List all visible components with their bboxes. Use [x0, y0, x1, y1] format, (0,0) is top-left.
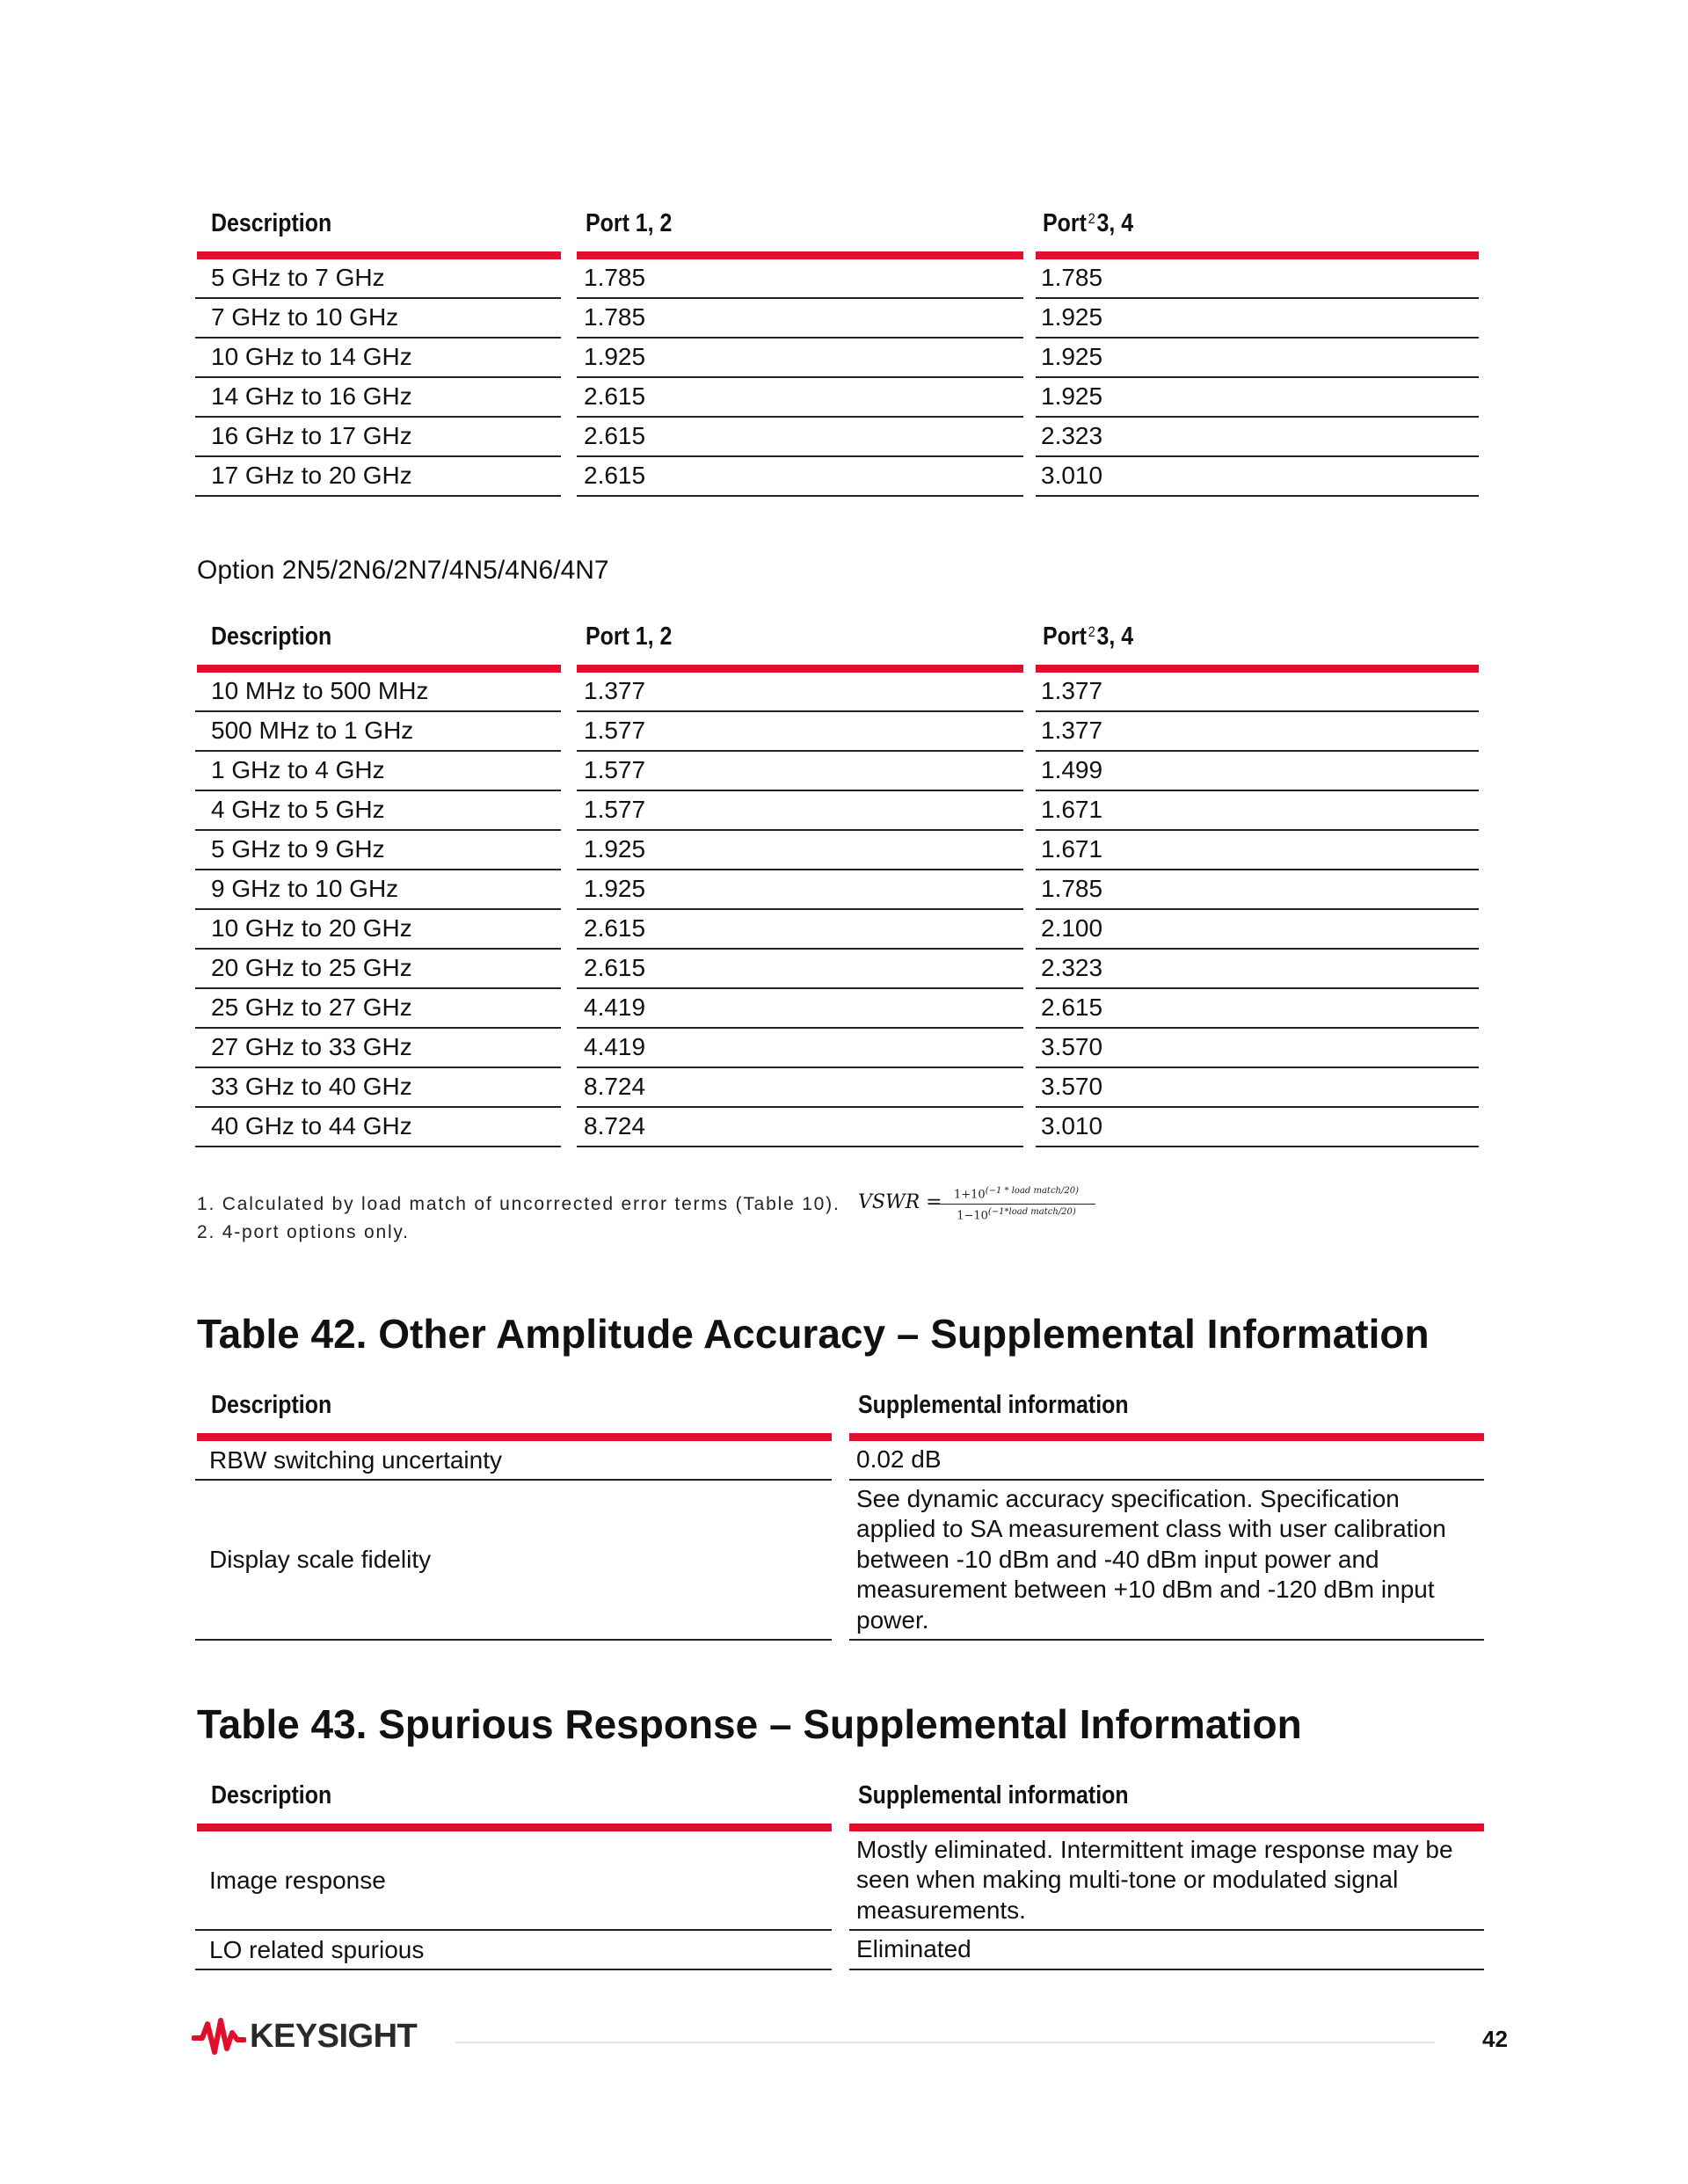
table-row — [195, 457, 1479, 497]
footnote-1: 1. Calculated by load match of uncorrected error terms (Table 10). — [197, 1194, 840, 1214]
cell-info: Eliminated — [856, 1935, 971, 1963]
cell-info: Mostly eliminated. Intermittent image response may be seen when making multi-tone or modulated signal measurements. — [856, 1835, 1453, 1924]
table-row — [195, 1108, 1479, 1147]
cell-description: 17 GHz to 20 GHz — [211, 462, 412, 489]
keysight-logo — [192, 2017, 417, 2056]
table-42-title: Table 42. Other Amplitude Accuracy – Supplemental Information — [197, 1311, 1430, 1357]
cell-port-3-4: 1.499 — [1041, 756, 1103, 783]
cell-port-3-4: 1.785 — [1041, 264, 1103, 291]
table-43-title: Table 43. Spurious Response – Supplemental Information — [197, 1701, 1302, 1747]
cell-description: 10 GHz to 20 GHz — [211, 914, 412, 942]
cell-description: 10 GHz to 14 GHz — [211, 343, 412, 370]
cell-description: 25 GHz to 27 GHz — [211, 994, 412, 1021]
header-accent-bars — [195, 665, 1479, 673]
table-row — [195, 910, 1479, 950]
cell-port-1-2: 1.925 — [584, 835, 646, 863]
table-row — [195, 1931, 1484, 1970]
cell-description: 1 GHz to 4 GHz — [211, 756, 385, 783]
cell-port-1-2: 8.724 — [584, 1073, 646, 1100]
cell-port-1-2: 1.577 — [584, 756, 646, 783]
formula-numerator: $1+10^{(-1 * load match/20)}$ — [937, 1186, 1095, 1205]
option-label: Option 2N5/2N6/2N7/4N5/4N6/4N7 — [197, 556, 609, 585]
cell-description: 4 GHz to 5 GHz — [211, 796, 385, 823]
header-supplemental-info: Supplemental information — [858, 1391, 1129, 1419]
cell-description: 5 GHz to 9 GHz — [211, 835, 385, 863]
cell-info: 0.02 dB — [856, 1445, 942, 1474]
cell-port-1-2: 1.785 — [584, 303, 646, 331]
cell-port-1-2: 1.785 — [584, 264, 646, 291]
table-row — [195, 752, 1479, 791]
keysight-wave-icon — [192, 2017, 246, 2056]
cell-description: 500 MHz to 1 GHz — [211, 717, 414, 744]
cell-port-3-4: 2.615 — [1041, 994, 1103, 1021]
vswr-formula-lhs: VSWR = — [858, 1191, 942, 1213]
cell-port-3-4: 3.570 — [1041, 1073, 1103, 1100]
vswr-table-option — [195, 612, 1479, 1147]
table-row — [195, 870, 1479, 910]
cell-description: 16 GHz to 17 GHz — [211, 422, 412, 449]
table-row — [195, 989, 1479, 1029]
header-accent-bars — [195, 1824, 1484, 1831]
table-row — [195, 673, 1479, 712]
cell-port-3-4: 1.377 — [1041, 717, 1103, 744]
cell-description: 5 GHz to 7 GHz — [211, 264, 385, 291]
table-row — [195, 791, 1479, 831]
cell-port-3-4: 1.377 — [1041, 677, 1103, 704]
formula-denominator: $1-10^{(-1*load match/20)}$ — [957, 1207, 1076, 1223]
cell-port-1-2: 2.615 — [584, 422, 646, 449]
cell-description: LO related spurious — [209, 1935, 425, 1963]
header-accent-bars — [195, 1433, 1484, 1441]
table-row — [195, 712, 1479, 752]
header-port-1-2: Port 1, 2 — [586, 209, 673, 237]
header-description: Description — [211, 209, 332, 237]
table-row — [195, 1831, 1484, 1931]
cell-description: 20 GHz to 25 GHz — [211, 954, 412, 981]
table-row — [195, 299, 1479, 339]
cell-port-3-4: 3.010 — [1041, 462, 1103, 489]
table-row — [195, 259, 1479, 299]
cell-port-1-2: 2.615 — [584, 954, 646, 981]
cell-description: 10 MHz to 500 MHz — [211, 677, 429, 704]
table-42 — [195, 1380, 1484, 1641]
header-supplemental-info: Supplemental information — [858, 1781, 1129, 1809]
cell-port-3-4: 3.010 — [1041, 1112, 1103, 1139]
cell-port-1-2: 1.925 — [584, 875, 646, 902]
header-port-1-2: Port 1, 2 — [586, 622, 673, 651]
cell-port-3-4: 1.925 — [1041, 343, 1103, 370]
table-row — [195, 1481, 1484, 1641]
header-description: Description — [211, 1391, 332, 1419]
cell-port-1-2: 2.615 — [584, 914, 646, 942]
table-row — [195, 418, 1479, 457]
cell-port-1-2: 1.577 — [584, 717, 646, 744]
cell-port-3-4: 2.323 — [1041, 422, 1103, 449]
vswr-table-continued — [195, 199, 1479, 497]
cell-port-3-4: 1.671 — [1041, 835, 1103, 863]
table-row — [195, 1029, 1479, 1068]
cell-description: 33 GHz to 40 GHz — [211, 1073, 412, 1100]
cell-description: 7 GHz to 10 GHz — [211, 303, 399, 331]
header-description: Description — [211, 622, 332, 651]
cell-description: 14 GHz to 16 GHz — [211, 382, 412, 410]
cell-port-3-4: 2.323 — [1041, 954, 1103, 981]
header-description: Description — [211, 1781, 332, 1809]
cell-port-3-4: 1.925 — [1041, 382, 1103, 410]
brand-name: KEYSIGHT — [250, 2017, 418, 2055]
cell-port-1-2: 1.577 — [584, 796, 646, 823]
footer-divider — [455, 2042, 1435, 2043]
cell-port-3-4: 1.925 — [1041, 303, 1103, 331]
cell-port-3-4: 1.671 — [1041, 796, 1103, 823]
table-row — [195, 339, 1479, 378]
table-row — [195, 831, 1479, 870]
table-header — [195, 1380, 1484, 1433]
table-row — [195, 950, 1479, 989]
cell-port-3-4: 3.570 — [1041, 1033, 1103, 1060]
cell-port-1-2: 4.419 — [584, 1033, 646, 1060]
cell-description: Image response — [209, 1866, 386, 1894]
table-row — [195, 1068, 1479, 1108]
cell-port-1-2: 2.615 — [584, 462, 646, 489]
page-number: 42 — [1482, 2026, 1508, 2052]
cell-port-1-2: 1.925 — [584, 343, 646, 370]
cell-info: See dynamic accuracy specification. Specification applied to SA measurement class with user calibration between -10 dBm and -40 dBm input power and measurement between +10 dBm and -120 dBm input power. — [856, 1484, 1446, 1634]
table-43 — [195, 1771, 1484, 1970]
cell-description: RBW switching uncertainty — [209, 1445, 503, 1474]
cell-port-3-4: 2.100 — [1041, 914, 1103, 942]
table-header — [195, 612, 1479, 665]
cell-description: Display scale fidelity — [209, 1546, 432, 1573]
header-accent-bars — [195, 251, 1479, 259]
cell-port-1-2: 8.724 — [584, 1112, 646, 1139]
table-row — [195, 378, 1479, 418]
vswr-formula-fraction — [937, 1186, 1095, 1223]
cell-description: 9 GHz to 10 GHz — [211, 875, 399, 902]
table-row — [195, 1441, 1484, 1481]
cell-description: 40 GHz to 44 GHz — [211, 1112, 412, 1139]
cell-port-1-2: 2.615 — [584, 382, 646, 410]
footnote-2: 2. 4-port options only. — [197, 1222, 410, 1242]
table-header — [195, 199, 1479, 251]
cell-port-1-2: 1.377 — [584, 677, 646, 704]
cell-port-3-4: 1.785 — [1041, 875, 1103, 902]
cell-description: 27 GHz to 33 GHz — [211, 1033, 412, 1060]
header-port-3-4: Port $^2$3, 4 — [1043, 622, 1134, 651]
table-header — [195, 1771, 1484, 1824]
cell-port-1-2: 4.419 — [584, 994, 646, 1021]
header-port-3-4: Port $^2$3, 4 — [1043, 209, 1134, 237]
